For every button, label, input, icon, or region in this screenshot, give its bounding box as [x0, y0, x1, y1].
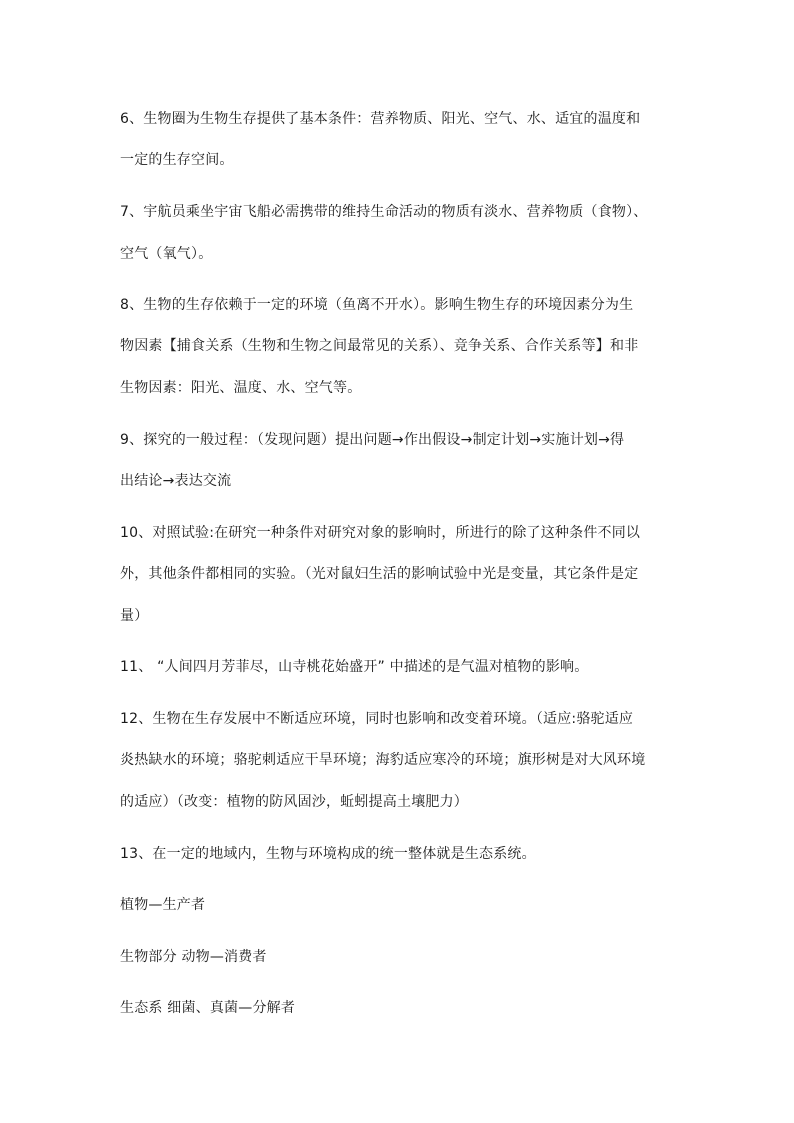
text-line: 量） [120, 608, 149, 624]
document-page [120, 0, 680, 1123]
text-line: 物因素【捕食关系（生物和生物之间最常见的关系）、竞争关系、合作关系等】和非 [120, 338, 639, 354]
text-line: 炎热缺水的环境；骆驼刺适应干旱环境；海豹适应寒冷的环境；旗形树是对大风环境 [120, 752, 646, 768]
text-line: 生物部分 动物—消费者 [120, 949, 267, 965]
text-line: 植物—生产者 [120, 897, 206, 913]
text-line: 13、在一定的地域内，生物与环境构成的统一整体就是生态系统。 [120, 846, 536, 862]
text-line: 生态系 细菌、真菌—分解者 [120, 1000, 296, 1016]
text-line: 生物因素：阳光、温度、水、空气等。 [120, 380, 362, 396]
text-line: 出结论→表达交流 [120, 473, 232, 489]
text-line: 外，其他条件都相同的实验。（光对鼠妇生活的影响试验中光是变量，其它条件是定 [120, 566, 639, 582]
text-line: 一定的生存空间。 [120, 152, 234, 168]
text-line: 空气（氧气）。 [120, 246, 213, 262]
text-line: 11、 “人间四月芳菲尽，山寺桃花始盛开” 中描述的是气温对植物的影响。 [120, 659, 589, 675]
text-line: 9、探究的一般过程：（发现问题）提出问题→作出假设→制定计划→实施计划→得 [120, 432, 625, 448]
text-line: 12、生物在生存发展中不断适应环境，同时也影响和改变着环境。（适应:骆驼适应 [120, 711, 634, 727]
text-line: 8、生物的生存依赖于一定的环境（鱼离不开水）。影响生物生存的环境因素分为生 [120, 297, 634, 313]
text-line: 10、对照试验:在研究一种条件对研究对象的影响时，所进行的除了这种条件不同以 [120, 525, 641, 541]
text-line: 的适应）（改变：植物的防风固沙，蚯蚓提高土壤肥力） [120, 794, 468, 810]
text-line: 7、宇航员乘坐宇宙飞船必需携带的维持生命活动的物质有淡水、营养物质（食物）、 [120, 204, 648, 220]
text-line: 6、生物圈为生物生存提供了基本条件：营养物质、阳光、空气、水、适宜的温度和 [120, 111, 641, 127]
